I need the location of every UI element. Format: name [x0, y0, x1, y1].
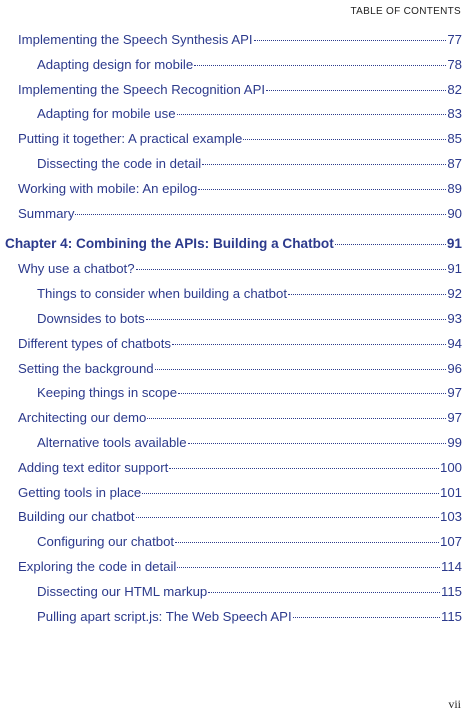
toc-entry[interactable] [18, 80, 462, 100]
dot-leader [172, 344, 446, 345]
toc-entry-page-number: 92 [447, 286, 462, 302]
dot-leader [243, 139, 446, 140]
toc-entry-page-number: 100 [439, 459, 462, 475]
toc-entry-page-number: 97 [447, 385, 462, 401]
toc-entry-page-number: 78 [447, 56, 462, 72]
toc-entry-title: Downsides to bots [37, 311, 145, 326]
toc-entry-page-number: 91 [446, 236, 462, 252]
toc-entry[interactable] [18, 359, 462, 379]
toc-entry-page-number: 87 [447, 156, 462, 171]
toc-entry-title: Putting it together: A practical example [18, 131, 243, 147]
dot-leader [136, 269, 447, 270]
toc-entry-title: Getting tools in place [18, 484, 142, 500]
toc-entry-title: Building our chatbot [18, 509, 135, 525]
toc-entry-title: Implementing the Speech Recognition API [18, 81, 266, 97]
toc-chapter-entry[interactable] [5, 234, 462, 254]
toc-entry-page-number: 91 [447, 261, 462, 277]
dot-leader [136, 517, 439, 518]
toc-entry-title: Configuring our chatbot [37, 534, 175, 550]
toc-entry-title: Architecting our demo [18, 410, 147, 426]
toc-entry[interactable] [37, 55, 462, 75]
dot-leader [177, 567, 440, 568]
toc-entry-title: Things to consider when building a chatbot [37, 286, 287, 302]
dot-leader [142, 493, 439, 494]
toc-entry-page-number: 83 [447, 106, 462, 122]
toc-entry[interactable] [18, 204, 462, 224]
toc-entry-title: Why use a chatbot? [18, 261, 135, 277]
toc-entry-title: Pulling apart script.js: The Web Speech API [37, 608, 292, 624]
toc-entry[interactable] [37, 104, 462, 124]
toc-entry[interactable] [37, 582, 462, 602]
toc-entry-page-number: 85 [447, 131, 462, 147]
running-head: TABLE OF CONTENTS [350, 6, 461, 17]
toc-entry-page-number: 101 [439, 484, 462, 500]
toc-entry[interactable] [37, 383, 462, 403]
toc-entry-page-number: 115 [440, 608, 462, 624]
toc-entry-page-number: 103 [439, 509, 462, 525]
dot-leader [194, 65, 446, 66]
toc-entry[interactable] [18, 507, 462, 527]
toc-entry-page-number: 89 [447, 180, 462, 196]
dot-leader [293, 617, 440, 618]
dot-leader [198, 189, 446, 190]
toc-entry-page-number: 94 [447, 335, 462, 351]
toc-entry-title: Implementing the Speech Synthesis API [18, 32, 253, 47]
toc-entry[interactable] [18, 334, 462, 354]
dot-leader [208, 592, 440, 593]
toc-entry-page-number: 115 [440, 583, 462, 599]
toc-entry-page-number: 107 [439, 534, 462, 550]
toc-entry[interactable] [37, 433, 462, 453]
toc-entry[interactable] [18, 30, 462, 50]
toc-entry[interactable] [37, 284, 462, 304]
toc-entry-page-number: 82 [447, 81, 462, 97]
toc-entry-title: Adapting for mobile use [37, 106, 176, 122]
toc-entry[interactable] [18, 557, 462, 577]
toc-entry-title: Summary [18, 205, 75, 221]
dot-leader [178, 393, 446, 394]
dot-leader [335, 244, 446, 245]
dot-leader [146, 319, 447, 320]
toc-entry-title: Working with mobile: An epilog [18, 180, 198, 196]
toc-entry-title: Adapting design for mobile [37, 56, 194, 72]
dot-leader [169, 468, 439, 469]
toc-entry[interactable] [18, 458, 462, 478]
toc-entry-title: Setting the background [18, 360, 154, 376]
toc-entry-title: Different types of chatbots [18, 335, 171, 351]
toc-entry[interactable] [18, 179, 462, 199]
dot-leader [266, 90, 446, 91]
dot-leader [202, 164, 446, 165]
toc-entry[interactable] [18, 408, 462, 428]
toc-entry-title: Dissecting our HTML markup [37, 583, 208, 599]
dot-leader [188, 443, 447, 444]
dot-leader [288, 294, 446, 295]
toc-entry-title: Alternative tools available [37, 435, 187, 450]
toc-entry[interactable] [37, 309, 462, 329]
toc-entry[interactable] [37, 607, 462, 627]
toc-entry-page-number: 77 [447, 32, 462, 47]
dot-leader [155, 369, 447, 370]
toc-entry[interactable] [18, 259, 462, 279]
dot-leader [75, 214, 446, 215]
toc-entry-page-number: 97 [447, 410, 462, 426]
toc-entry-page-number: 93 [447, 311, 462, 326]
toc-entry-title: Chapter 4: Combining the APIs: Building a Chatbot [5, 236, 334, 252]
dot-leader [177, 114, 447, 115]
toc-entry[interactable] [37, 532, 462, 552]
toc-entry[interactable] [37, 154, 462, 174]
page-folio: vii [448, 697, 461, 711]
toc-entry-page-number: 99 [447, 435, 462, 450]
toc-entry-title: Dissecting the code in detail [37, 156, 202, 171]
dot-leader [254, 40, 447, 41]
toc-entry-page-number: 114 [440, 559, 462, 574]
toc-entry-title: Exploring the code in detail [18, 559, 177, 574]
toc-entry-title: Keeping things in scope [37, 385, 178, 401]
toc-entry-title: Adding text editor support [18, 459, 169, 475]
toc-entry[interactable] [18, 129, 462, 149]
toc-entry-page-number: 90 [447, 205, 462, 221]
toc-entry-page-number: 96 [447, 360, 462, 376]
toc-entry[interactable] [18, 483, 462, 503]
dot-leader [147, 418, 446, 419]
dot-leader [175, 542, 439, 543]
